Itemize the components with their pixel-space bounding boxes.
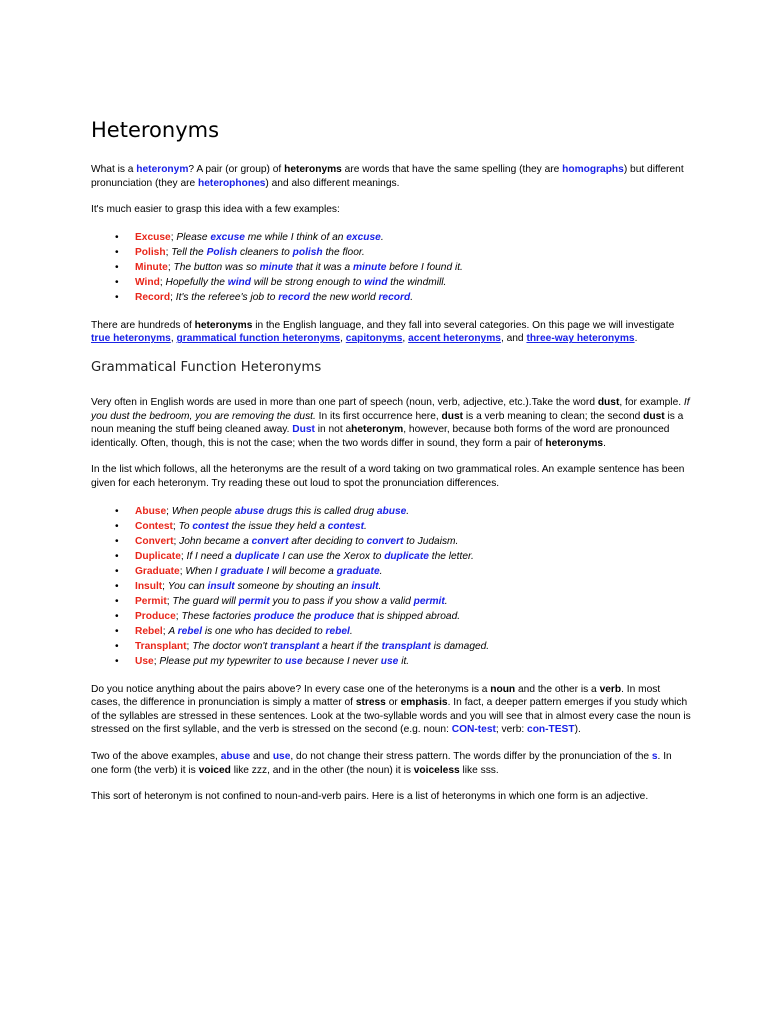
emphasized-text: The doctor won't	[192, 640, 271, 652]
emphasized-text: I will become a	[263, 565, 337, 577]
emphasized-text: CON-test	[451, 724, 496, 736]
emphasized-text: that is shipped abroad.	[354, 610, 461, 622]
emphasized-text: duplicate	[384, 550, 429, 562]
text-run: Very often in English words are used in more than one part of speech (noun, verb, adjective, etc.).Take the word	[91, 396, 598, 408]
text-run: ;	[162, 625, 169, 637]
example-item	[115, 290, 691, 305]
emphasized-text: contest	[327, 520, 364, 532]
emphasized-text: heteronyms	[194, 319, 253, 331]
emphasized-text: the letter.	[428, 550, 474, 562]
adjective-paragraph	[91, 790, 691, 804]
emphasized-text: before I found it.	[386, 261, 463, 273]
categories-paragraph	[91, 319, 691, 346]
text-run: In the list which follows, all the heteronyms are the result of a word taking on two grammatical roles. An example sentence has been given for each heteronym. Try reading these out loud to spot the pronunciation differences.	[91, 464, 685, 489]
example-item	[115, 245, 691, 260]
emphasized-text: .	[349, 625, 353, 637]
example-item	[115, 639, 691, 654]
emphasized-text: If I need a	[186, 550, 235, 562]
emphasized-text: heteronym	[351, 424, 404, 436]
text-run: ;	[159, 276, 166, 288]
intro-paragraph	[91, 163, 691, 190]
text-run: , for example.	[619, 396, 684, 408]
text-run: ) but different pronunciation (they are	[91, 164, 684, 189]
text-run: There are hundreds of	[91, 319, 195, 331]
emphasized-text: Excuse	[135, 231, 171, 243]
emphasized-text: wind	[227, 276, 251, 288]
emphasized-text: graduate	[336, 565, 380, 577]
emphasized-text: Transplant	[135, 640, 187, 652]
emphasized-text: contest	[192, 520, 229, 532]
category-link[interactable]: grammatical function heteronyms	[176, 333, 341, 345]
example-item	[115, 594, 691, 609]
text-run: ;	[175, 610, 182, 622]
emphasized-text: con-TEST	[527, 724, 575, 736]
emphasized-text: Convert	[135, 535, 174, 547]
emphasized-text: .	[379, 565, 383, 577]
text-run: . In fact, a deeper pattern emerges if you study which of the syllables are stressed in these sentences. Look at the two-syllable words and you will see that in almost every case the noun is stressed on the first syllable, and the verb is stressed on the second (e.g. noun:	[91, 697, 691, 736]
emphasized-text: transplant	[270, 640, 320, 652]
text-run: ;	[179, 565, 186, 577]
emphasized-text: abuse	[234, 505, 265, 517]
emphasized-text: When people	[171, 505, 235, 517]
emphasized-text: abuse	[220, 750, 251, 762]
emphasized-text: someone by shouting an	[234, 580, 352, 592]
example-list-grammatical	[91, 504, 691, 669]
text-run: in not a	[314, 424, 352, 436]
example-item	[115, 549, 691, 564]
emphasized-text: Graduate	[135, 565, 180, 577]
emphasized-text: homographs	[562, 164, 624, 175]
text-run: ;	[170, 231, 177, 243]
text-run: ;	[165, 246, 172, 258]
text-run: ;	[166, 595, 173, 607]
emphasized-text: Hopefully the	[165, 276, 228, 288]
emphasized-text: verb	[599, 683, 622, 695]
emphasized-text: graduate	[220, 565, 264, 577]
emphasized-text: Tell the	[171, 246, 207, 258]
emphasized-text: minute	[353, 261, 387, 273]
emphasized-text: a heart if the	[319, 640, 382, 652]
text-run: ; verb:	[495, 724, 528, 736]
intro-examples-lead	[91, 203, 691, 217]
emphasized-text: I can use the Xerox to	[279, 550, 385, 562]
emphasized-text: A	[168, 625, 178, 637]
emphasized-text: heteronyms	[284, 164, 342, 175]
emphasized-text: .	[406, 505, 410, 517]
page-title: Heteronyms	[91, 118, 220, 142]
emphasized-text: convert	[251, 535, 289, 547]
emphasized-text: use	[272, 750, 291, 762]
emphasized-text: polish	[292, 246, 323, 258]
example-item	[115, 624, 691, 639]
emphasized-text: use	[285, 655, 303, 667]
text-run: ) and also different meanings.	[265, 177, 400, 189]
emphasized-text: the	[294, 610, 314, 622]
text-run: Do you notice anything about the pairs above? In every case one of the heteronyms is a	[91, 683, 491, 695]
text-run: This sort of heteronym is not confined to noun-and-verb pairs. Here is a list of heteronyms in which one form is an adjective.	[91, 791, 649, 803]
emphasized-text: Please	[176, 231, 211, 243]
emphasized-text: When I	[185, 565, 221, 577]
text-run: .	[634, 333, 638, 345]
example-item	[115, 609, 691, 624]
text-run: like zzz, and in the other (the noun) it is	[230, 764, 414, 776]
emphasized-text: record	[278, 291, 310, 303]
example-item	[115, 534, 691, 549]
emphasized-text: Polish	[206, 246, 238, 258]
emphasized-text: It's the referee's job to	[175, 291, 279, 303]
text-run: is a verb meaning to clean; the second	[463, 410, 644, 422]
emphasized-text: Insult	[135, 580, 163, 592]
emphasized-text: is damaged.	[430, 640, 490, 652]
category-link[interactable]: accent heteronyms	[408, 333, 501, 345]
example-item	[115, 230, 691, 245]
text-run: is a noun meaning the stuff being cleaned away.	[91, 410, 684, 436]
emphasized-text: will be strong enough to	[250, 276, 365, 288]
emphasized-text: Polish	[135, 246, 166, 258]
text-run: like sss.	[459, 764, 499, 776]
emphasized-text: .	[363, 520, 367, 532]
emphasized-text: .	[378, 580, 382, 592]
emphasized-text: Please put my typewriter to	[159, 655, 286, 667]
text-run: It's much easier to grasp this idea with a few examples:	[91, 204, 340, 216]
emphasized-text: To	[178, 520, 193, 532]
emphasized-text: The guard will	[172, 595, 239, 607]
emphasized-text: duplicate	[234, 550, 280, 562]
example-item	[115, 275, 691, 290]
text-run: and the other is a	[515, 683, 600, 695]
emphasized-text: rebel	[177, 625, 203, 637]
emphasized-text: John became a	[179, 535, 252, 547]
emphasized-text: rebel	[325, 625, 350, 637]
category-link[interactable]: true heteronyms	[91, 333, 171, 345]
emphasized-text: the new world	[309, 291, 379, 303]
emphasized-text: Duplicate	[135, 550, 181, 562]
emphasized-text: the issue they held a	[228, 520, 328, 532]
text-run: , do not change their stress pattern. The words differ by the pronunciation of the	[290, 750, 652, 762]
emphasized-text: excuse	[210, 231, 245, 243]
emphasized-text: insult	[351, 580, 379, 592]
example-item	[115, 579, 691, 594]
emphasized-text: dust	[643, 410, 665, 422]
emphasized-text: permit	[238, 595, 270, 607]
emphasized-text: You can	[167, 580, 208, 592]
emphasized-text: cleaners to	[237, 246, 293, 258]
example-item	[115, 654, 691, 669]
voicing-paragraph	[91, 750, 691, 777]
emphasized-text: abuse	[376, 505, 407, 517]
example-list-basic	[91, 230, 691, 305]
emphasized-text: heterophones	[198, 177, 266, 189]
section-heading: Grammatical Function Heteronyms	[91, 359, 322, 375]
emphasized-text: the windmill.	[387, 276, 447, 288]
emphasized-text: voiceless	[413, 764, 460, 776]
text-run: ;	[167, 261, 174, 273]
emphasized-text: produce	[253, 610, 295, 622]
emphasized-text: stress	[355, 697, 386, 709]
dust-paragraph	[91, 396, 691, 450]
emphasized-text: after deciding to	[288, 535, 367, 547]
text-run: , and	[500, 333, 527, 345]
emphasized-text: These factories	[181, 610, 254, 622]
emphasized-text: Wind	[135, 276, 160, 288]
emphasized-text: transplant	[381, 640, 431, 652]
text-run: are words that have the same spelling (they are	[341, 164, 563, 175]
emphasized-text: you to pass if you show a valid	[269, 595, 414, 607]
emphasized-text: Produce	[135, 610, 176, 622]
emphasized-text: permit	[413, 595, 445, 607]
example-item	[115, 260, 691, 275]
text-run: ;	[162, 580, 168, 592]
emphasized-text: Contest	[135, 520, 173, 532]
text-run: ;	[186, 640, 193, 652]
text-run: What is a	[91, 164, 137, 175]
emphasized-text: the floor.	[322, 246, 365, 258]
emphasized-text: because I never	[302, 655, 381, 667]
category-link[interactable]: capitonyms	[345, 333, 403, 345]
emphasized-text: insult	[207, 580, 235, 592]
emphasized-text: me while I think of an	[244, 231, 347, 243]
text-run: , however, because both forms of the word are pronounced identically. Often, though, this is not the case; when the two words differ in sound, they form a pair of	[91, 424, 670, 449]
emphasized-text: produce	[313, 610, 355, 622]
emphasized-text: Abuse	[135, 505, 167, 517]
emphasized-text: convert	[366, 535, 404, 547]
emphasized-text: .	[410, 291, 414, 303]
text-run: ,	[402, 333, 409, 345]
emphasized-text: use	[380, 655, 399, 667]
emphasized-text: Rebel	[135, 625, 163, 637]
text-run: and	[250, 750, 273, 762]
emphasized-text: .	[380, 231, 384, 243]
text-run: ).	[574, 724, 581, 736]
emphasized-text: drugs this is called drug	[264, 505, 377, 517]
text-run: ;	[172, 520, 179, 532]
text-run: ;	[153, 655, 160, 667]
emphasized-text: s	[651, 750, 658, 762]
text-run: ,	[340, 333, 346, 345]
emphasized-text: Record	[135, 291, 171, 303]
emphasized-text: minute	[259, 261, 293, 273]
emphasized-text: excuse	[346, 231, 381, 243]
category-link[interactable]: three-way heteronyms	[526, 333, 635, 345]
emphasized-text: it.	[398, 655, 410, 667]
stress-paragraph	[91, 683, 691, 737]
list-intro-paragraph	[91, 463, 691, 490]
text-run: or	[385, 697, 401, 709]
text-run: Two of the above examples,	[91, 750, 221, 762]
emphasized-text: Dust	[292, 424, 315, 436]
emphasized-text: noun	[490, 683, 516, 695]
document-content	[91, 116, 691, 817]
emphasized-text: The button was so	[173, 261, 260, 273]
emphasized-text: record	[378, 291, 411, 303]
example-item	[115, 519, 691, 534]
emphasized-text: .	[444, 595, 448, 607]
emphasized-text: Use	[135, 655, 154, 667]
emphasized-text: emphasis	[400, 697, 448, 709]
emphasized-text: dust	[441, 410, 464, 422]
text-run: in the English language, and they fall into several categories. On this page we will investigate	[252, 319, 675, 331]
text-run: ;	[166, 505, 172, 517]
text-run: . In one form (the verb) it is	[91, 750, 672, 776]
emphasized-text: heteronyms	[545, 437, 604, 449]
example-item	[115, 504, 691, 519]
text-run: . In most cases, the difference in pronunciation is simply a matter of	[91, 683, 661, 709]
text-run: ,	[170, 333, 177, 345]
emphasized-text: voiced	[198, 764, 231, 776]
emphasized-text: is one who has decided to	[202, 625, 326, 637]
emphasized-text: to Judaism.	[403, 535, 459, 547]
text-run: In its first occurrence here,	[315, 410, 442, 422]
emphasized-text: dust	[597, 396, 620, 408]
text-run: .	[603, 437, 606, 449]
emphasized-text: wind	[364, 276, 388, 288]
emphasized-text: heteronym	[136, 164, 189, 175]
example-item	[115, 564, 691, 579]
text-run: ;	[180, 550, 187, 562]
emphasized-text: that it was a	[292, 261, 354, 273]
emphasized-text: If you dust the bedroom, you are removing the dust.	[91, 396, 690, 422]
text-run: ;	[173, 535, 180, 547]
text-run: ? A pair (or group) of	[188, 164, 285, 175]
emphasized-text: Minute	[135, 261, 168, 273]
emphasized-text: Permit	[135, 595, 167, 607]
text-run: ;	[170, 291, 176, 303]
